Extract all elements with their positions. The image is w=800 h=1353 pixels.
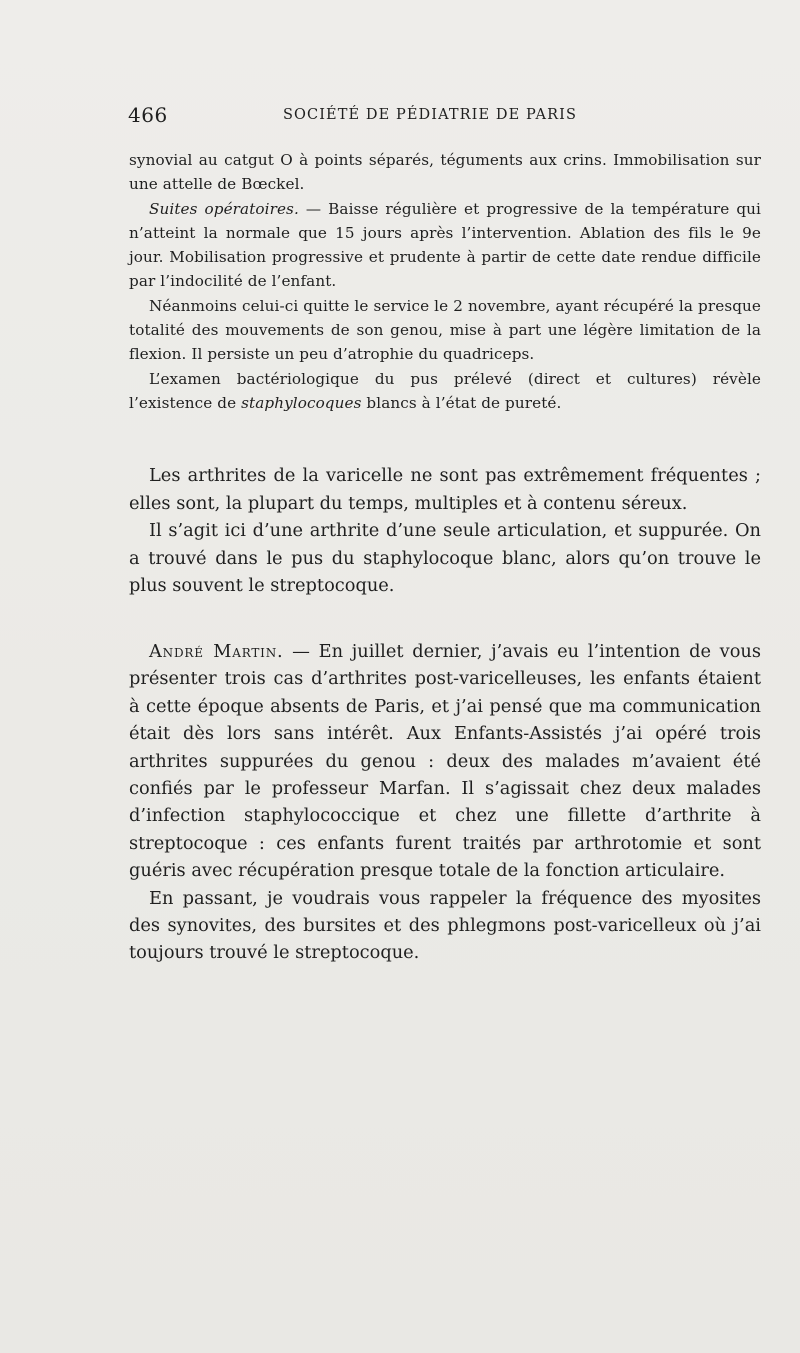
case-paragraph-1: synovial au catgut O à points séparés, téguments aux crins. Immobilisation sur une attelle de Bœckel. [129,151,761,194]
page-number: 466 [128,103,168,127]
discussion-paragraph-1 [129,638,761,885]
case-paragraph-2 [129,197,761,294]
commentary-paragraph-1: Les arthrites de la varicelle ne sont pas extrêmement fréquentes ; elles sont, la plupart du temps, multiples et à contenu séreux. [129,465,761,514]
discussion-paragraph-2: En passant, je voudrais vous rappeler la fréquence des myosites des synovites, des bursites et des phlegmons post-varicelleux où j’ai toujours trouvé le streptocoque. [129,887,761,964]
case-report-section [129,148,761,415]
running-title: SOCIÉTÉ DE PÉDIATRIE DE PARIS [283,107,577,123]
commentary-paragraph-2: Il s’agit ici d’une arthrite d’une seule articulation, et suppurée. On a trouvé dans le pus du staphylocoque blanc, alors qu’on trouve le plus souvent le streptocoque. [129,520,761,596]
case-paragraph-4 [129,367,761,416]
case-paragraph-2-text: — Baisse régulière et progressive de la température qui n’atteint la normale que 15 jours après l’intervention. Ablation des fils le 9e jour. Mobilisation progressive et prudente à partir de cette date rendue difficile par l’indocilité de l’enfant. [129,199,761,291]
staphylocoques-italic: staphylocoques [241,393,362,412]
case-paragraph-3: Néanmoins celui-ci quitte le service le 2 novembre, ayant récupéré la presque totalité des mouvements de son genou, mise à part une légère limitation de la flexion. Il persiste un peu d’atrophie du quadriceps. [129,296,761,364]
discussion-paragraph-1-text: — En juillet dernier, j’avais eu l’intention de vous présenter trois cas d’arthrites post-varicelleuses, les enfants étaient à cette époque absents de Paris, et j’ai pensé que ma communication était dès lors sans intérêt. Aux Enfants-Assistés j’ai opéré trois arthrites suppurées du genou : deux des malades m’avaient été confiés par le professeur Marfan. Il s’agissait chez deux malades d’infection staphylococcique et chez une fillette d’arthrite à streptocoque : ces enfants furent traités par arthrotomie et sont guéris avec récupération presque totale de la fonction articulaire. [129,641,762,882]
page-header [128,103,762,133]
commentary-section [129,462,761,600]
discussion-section [129,638,761,967]
case-paragraph-4-after: blancs à l’état de pureté. [361,393,562,412]
speaker-name: André Martin. [149,641,284,662]
case-paragraph-4-before: L’examen bactériologique du pus prélevé (direct et cultures) révèle l’existence de [129,369,761,412]
suites-operatoires-label: Suites opératoires. [149,199,299,218]
